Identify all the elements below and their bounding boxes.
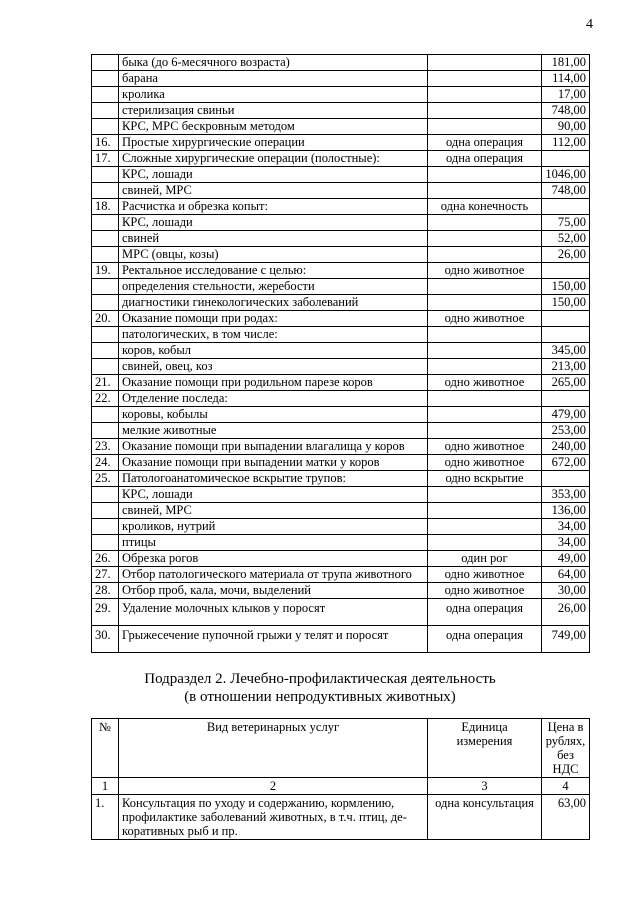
row-price: 114,00: [542, 71, 590, 87]
row-price: 112,00: [542, 135, 590, 151]
row-name: быка (до 6-месячного возраста): [119, 55, 428, 71]
table-row: [92, 599, 590, 626]
row-price: 345,00: [542, 343, 590, 359]
row-unit: одно животное: [428, 311, 542, 327]
row-unit: одно животное: [428, 439, 542, 455]
row-unit: [428, 231, 542, 247]
table-header-row: [92, 719, 590, 778]
row-price: 34,00: [542, 535, 590, 551]
row-price: 150,00: [542, 295, 590, 311]
row-num: [92, 535, 119, 551]
row-unit: [428, 503, 542, 519]
table-row: [92, 119, 590, 135]
row-unit: одна операция: [428, 626, 542, 653]
table-row: [92, 71, 590, 87]
row-price: 17,00: [542, 87, 590, 103]
row-service-line1: Консультация по уходу и содержанию, кормлению,: [122, 796, 395, 810]
row-unit: [428, 407, 542, 423]
row-num: [92, 423, 119, 439]
row-name: Удаление молочных клыков у поросят: [119, 599, 428, 626]
table-row: [92, 311, 590, 327]
row-price: 64,00: [542, 567, 590, 583]
table-row: [92, 199, 590, 215]
row-name: МРС (овцы, козы): [119, 247, 428, 263]
row-unit: одно вскрытие: [428, 471, 542, 487]
row-unit: [428, 391, 542, 407]
table-row: [92, 535, 590, 551]
table-row: [92, 327, 590, 343]
row-unit: [428, 119, 542, 135]
table-row: [92, 359, 590, 375]
row-num: [92, 87, 119, 103]
table-row: [92, 279, 590, 295]
row-num: 23.: [92, 439, 119, 455]
header-unit-line1: Единица: [461, 720, 508, 734]
row-unit: [428, 327, 542, 343]
row-price: [542, 471, 590, 487]
row-num: [92, 167, 119, 183]
row-unit: [428, 71, 542, 87]
header-price: [542, 719, 590, 778]
row-price: [542, 263, 590, 279]
row-unit: одно животное: [428, 375, 542, 391]
row-num: [92, 503, 119, 519]
row-name: Отделение последа:: [119, 391, 428, 407]
table-row: [92, 103, 590, 119]
row-num: [92, 247, 119, 263]
row-name: Простые хирургические операции: [119, 135, 428, 151]
header-unit: [428, 719, 542, 778]
row-unit: [428, 295, 542, 311]
row-name: Отбор проб, кала, мочи, выделений: [119, 583, 428, 599]
page-number: 4: [586, 17, 593, 32]
header-num: №: [92, 719, 119, 778]
row-price: [542, 391, 590, 407]
row-price: 749,00: [542, 626, 590, 653]
table-row: [92, 295, 590, 311]
row-price: 26,00: [542, 247, 590, 263]
row-num: [92, 55, 119, 71]
table-row: [92, 471, 590, 487]
row-unit: [428, 535, 542, 551]
row-price: 49,00: [542, 551, 590, 567]
row-name: Оказание помощи при родах:: [119, 311, 428, 327]
row-unit: одна конечность: [428, 199, 542, 215]
row-unit: [428, 103, 542, 119]
table-row: [92, 567, 590, 583]
row-unit: [428, 87, 542, 103]
row-price: 90,00: [542, 119, 590, 135]
row-name: Оказание помощи при выпадении влагалища у коров: [119, 439, 428, 455]
table-row: [92, 455, 590, 471]
row-num: [92, 407, 119, 423]
row-name: Оказание помощи при родильном парезе коров: [119, 375, 428, 391]
row-price: 748,00: [542, 183, 590, 199]
row-unit: [428, 359, 542, 375]
row-num: [92, 103, 119, 119]
row-unit: [428, 215, 542, 231]
row-num: [92, 215, 119, 231]
column-number-row: [92, 778, 590, 795]
row-price: 672,00: [542, 455, 590, 471]
row-unit: [428, 55, 542, 71]
table-row: [92, 626, 590, 653]
row-price: 265,00: [542, 375, 590, 391]
subsection-title: Подраздел 2. Лечебно-профилактическая деятельность: [144, 671, 496, 687]
table-row: [92, 487, 590, 503]
row-name: КРС, МРС бескровным методом: [119, 119, 428, 135]
table-row: [92, 407, 590, 423]
row-name: барана: [119, 71, 428, 87]
row-name: коров, кобыл: [119, 343, 428, 359]
row-name: диагностики гинекологических заболеваний: [119, 295, 428, 311]
row-service-line3: коративных рыб и пр.: [122, 824, 238, 838]
row-name: Сложные хирургические операции (полостные):: [119, 151, 428, 167]
header-unit-line2: измерения: [456, 734, 513, 748]
table-row: [92, 391, 590, 407]
row-price: 136,00: [542, 503, 590, 519]
row-num: 1.: [92, 795, 119, 840]
row-unit: [428, 343, 542, 359]
row-num: [92, 519, 119, 535]
row-price: 479,00: [542, 407, 590, 423]
table-row: [92, 439, 590, 455]
row-price: 748,00: [542, 103, 590, 119]
row-num: 24.: [92, 455, 119, 471]
row-price: 1046,00: [542, 167, 590, 183]
table-row: [92, 423, 590, 439]
row-price: 34,00: [542, 519, 590, 535]
row-price: [542, 327, 590, 343]
row-unit: [428, 247, 542, 263]
table-row: [92, 87, 590, 103]
row-name: свиней, овец, коз: [119, 359, 428, 375]
subsection-heading: [0, 670, 640, 706]
table-row: [92, 519, 590, 535]
row-unit: одна операция: [428, 599, 542, 626]
col-number: 1: [92, 778, 119, 795]
row-name: коровы, кобылы: [119, 407, 428, 423]
row-unit: [428, 487, 542, 503]
row-unit: одна операция: [428, 151, 542, 167]
row-unit: одно животное: [428, 567, 542, 583]
row-name: Грыжесечение пупочной грыжи у телят и поросят: [119, 626, 428, 653]
row-num: [92, 359, 119, 375]
subsection-subtitle: (в отношении непродуктивных животных): [184, 689, 456, 705]
table-row: [92, 167, 590, 183]
row-num: 29.: [92, 599, 119, 626]
row-price: 26,00: [542, 599, 590, 626]
table-row: [92, 183, 590, 199]
row-name: свиней, МРС: [119, 183, 428, 199]
row-price: 75,00: [542, 215, 590, 231]
row-name: определения стельности, жеребости: [119, 279, 428, 295]
row-name: мелкие животные: [119, 423, 428, 439]
row-name: Патологоанатомическое вскрытие трупов:: [119, 471, 428, 487]
row-num: [92, 487, 119, 503]
table-row: [92, 247, 590, 263]
table-row: [92, 215, 590, 231]
table-row: [92, 231, 590, 247]
row-service: [119, 795, 428, 840]
col-number: 3: [428, 778, 542, 795]
row-num: 28.: [92, 583, 119, 599]
row-num: 30.: [92, 626, 119, 653]
table-row: [92, 55, 590, 71]
row-name: свиней: [119, 231, 428, 247]
table-row: [92, 583, 590, 599]
row-unit: [428, 183, 542, 199]
table-row: [92, 343, 590, 359]
row-name: кроликов, нутрий: [119, 519, 428, 535]
header-price-line2: рублях,: [545, 734, 586, 748]
header-price-line1: Цена в: [547, 720, 584, 734]
row-num: 17.: [92, 151, 119, 167]
table-row: [92, 151, 590, 167]
row-num: 26.: [92, 551, 119, 567]
row-num: [92, 71, 119, 87]
row-unit: одна консультация: [428, 795, 542, 840]
row-num: 16.: [92, 135, 119, 151]
row-price: 240,00: [542, 439, 590, 455]
row-num: 20.: [92, 311, 119, 327]
row-name: кролика: [119, 87, 428, 103]
row-name: КРС, лошади: [119, 487, 428, 503]
row-unit: один рог: [428, 551, 542, 567]
row-unit: [428, 167, 542, 183]
row-name: Обрезка рогов: [119, 551, 428, 567]
table-row: [92, 135, 590, 151]
table-row: [92, 503, 590, 519]
row-unit: [428, 423, 542, 439]
services-table-2: [91, 718, 590, 840]
row-unit: [428, 519, 542, 535]
row-price: 52,00: [542, 231, 590, 247]
col-number: 2: [119, 778, 428, 795]
services-table: [91, 54, 590, 653]
row-num: 21.: [92, 375, 119, 391]
table-row: [92, 375, 590, 391]
row-price: 353,00: [542, 487, 590, 503]
row-num: 18.: [92, 199, 119, 215]
row-unit: одно животное: [428, 455, 542, 471]
row-price: [542, 199, 590, 215]
row-unit: одна операция: [428, 135, 542, 151]
row-unit: одно животное: [428, 263, 542, 279]
header-price-line3: без НДС: [552, 748, 579, 776]
row-num: [92, 183, 119, 199]
row-price: 181,00: [542, 55, 590, 71]
row-num: 27.: [92, 567, 119, 583]
row-num: [92, 231, 119, 247]
row-name: Расчистка и обрезка копыт:: [119, 199, 428, 215]
row-name: птицы: [119, 535, 428, 551]
row-name: свиней, МРС: [119, 503, 428, 519]
row-price: 150,00: [542, 279, 590, 295]
row-name: КРС, лошади: [119, 167, 428, 183]
row-num: 25.: [92, 471, 119, 487]
table-row: [92, 263, 590, 279]
row-num: [92, 327, 119, 343]
col-number: 4: [542, 778, 590, 795]
row-num: [92, 295, 119, 311]
row-price: 213,00: [542, 359, 590, 375]
row-price: 63,00: [542, 795, 590, 840]
row-num: 22.: [92, 391, 119, 407]
row-num: [92, 279, 119, 295]
row-num: [92, 119, 119, 135]
row-name: КРС, лошади: [119, 215, 428, 231]
row-unit: одно животное: [428, 583, 542, 599]
row-price: [542, 151, 590, 167]
row-name: Ректальное исследование с целью:: [119, 263, 428, 279]
table-row: [92, 551, 590, 567]
row-service-line2: профилактике заболеваний животных, в т.ч. птиц, де-: [122, 810, 407, 824]
row-num: 19.: [92, 263, 119, 279]
header-service: Вид ветеринарных услуг: [119, 719, 428, 778]
row-name: стерилизация свиньи: [119, 103, 428, 119]
row-name: патологических, в том числе:: [119, 327, 428, 343]
row-name: Отбор патологического материала от трупа животного: [119, 567, 428, 583]
row-name: Оказание помощи при выпадении матки у коров: [119, 455, 428, 471]
row-price: 253,00: [542, 423, 590, 439]
row-price: 30,00: [542, 583, 590, 599]
row-num: [92, 343, 119, 359]
row-unit: [428, 279, 542, 295]
row-price: [542, 311, 590, 327]
table-row: [92, 795, 590, 840]
